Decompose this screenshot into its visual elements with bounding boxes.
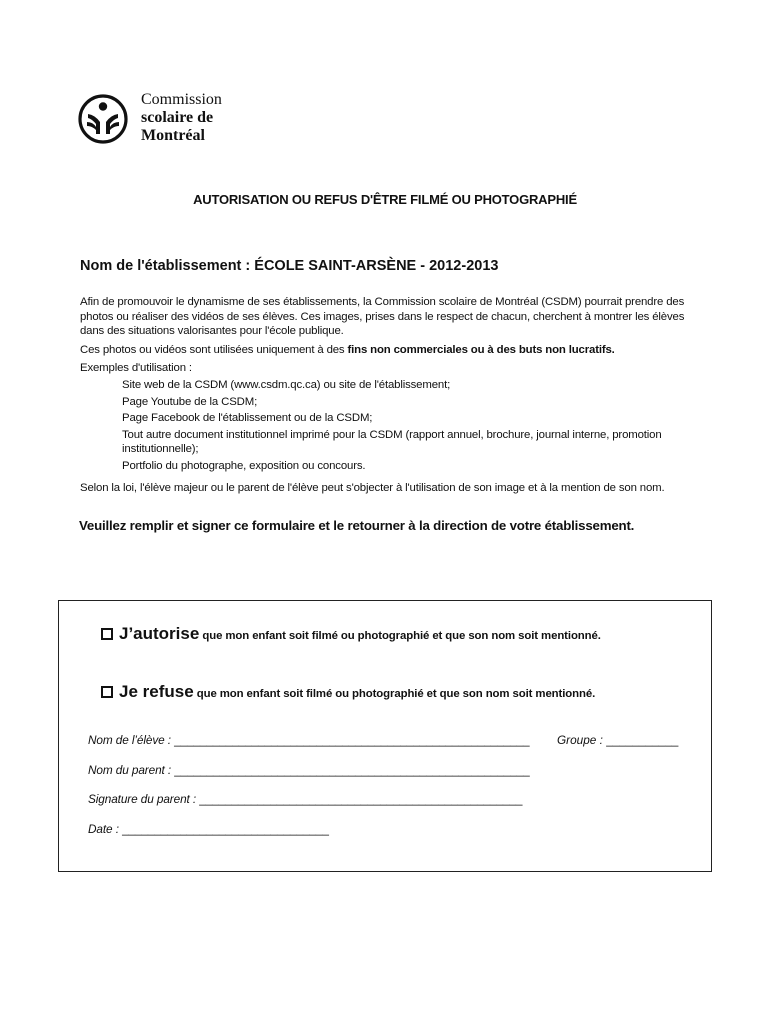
intro-paragraph: Afin de promouvoir le dynamisme de ses établissements, la Commission scolaire de Montréal (CSDM) pourrait prendre des photos ou réaliser des vidéos de ses élèves. Ces images, prises dans le respect de chacun, cherchent à montrer les élèves dans des situations valorisantes pour l'école publique. [80, 296, 685, 338]
logo-line-3: Montréal [141, 127, 205, 144]
student-name-label: Nom de l’élève : [88, 733, 175, 747]
authorize-option[interactable] [101, 624, 601, 644]
parent-name-line[interactable]: _______________________________________________________ [174, 763, 530, 777]
date-line[interactable]: ________________________________ [122, 822, 329, 836]
usage-paragraph [80, 343, 700, 358]
refuse-option[interactable] [101, 682, 595, 702]
school-label: Nom de l'établissement : [80, 258, 251, 274]
group-field[interactable] [557, 733, 678, 747]
examples-list [122, 378, 702, 476]
list-item: Page Facebook de l'établissement ou de la CSDM; [122, 412, 373, 425]
date-field[interactable] [88, 822, 329, 836]
examples-label: Exemples d'utilisation : [80, 362, 192, 374]
signature-label: Signature du parent : [88, 792, 200, 806]
parent-name-field[interactable] [88, 763, 530, 777]
list-item: Page Youtube de la CSDM; [122, 395, 258, 408]
document-title: AUTORISATION OU REFUS D'ÊTRE FILMÉ OU PHOTOGRAPHIÉ [193, 192, 577, 207]
authorize-checkbox[interactable] [101, 628, 113, 640]
logo-line-1: Commission [141, 91, 222, 108]
signature-line[interactable]: __________________________________________________ [199, 792, 523, 806]
student-name-field[interactable] [88, 733, 530, 747]
usage-bold-text: fins non commerciales ou à des buts non lucratifs. [347, 344, 615, 356]
student-name-line[interactable]: _______________________________________________________ [174, 733, 530, 747]
list-item: Tout autre document institutionnel imprimé pour la CSDM (rapport annuel, brochure, journal interne, promotion institutionnelle); [122, 428, 662, 456]
parent-name-label: Nom du parent : [88, 763, 175, 777]
refuse-label: Je refuse [119, 682, 194, 701]
csdm-logo-text [141, 91, 222, 145]
authorize-label: J’autorise [119, 624, 200, 643]
group-label: Groupe : [557, 733, 607, 747]
signature-field[interactable] [88, 792, 522, 806]
date-label: Date : [88, 822, 123, 836]
law-note: Selon la loi, l'élève majeur ou le parent de l'élève peut s'objecter à l'utilisation de son image et à la mention de son nom. [80, 482, 665, 494]
csdm-logo-icon [78, 94, 128, 144]
refuse-checkbox[interactable] [101, 686, 113, 698]
authorize-text: que mon enfant soit filmé ou photographié et que son nom soit mentionné. [199, 630, 601, 642]
instruction-text: Veuillez remplir et signer ce formulaire et le retourner à la direction de votre établissement. [79, 518, 635, 533]
school-name [80, 258, 498, 274]
refuse-text: que mon enfant soit filmé ou photographié et que son nom soit mentionné. [193, 688, 596, 700]
usage-text: Ces photos ou vidéos sont utilisées uniquement à des [80, 344, 348, 356]
group-line[interactable]: ___________ [606, 733, 679, 747]
list-item: Portfolio du photographe, exposition ou concours. [122, 459, 366, 472]
school-value: ÉCOLE SAINT-ARSÈNE - 2012-2013 [254, 258, 499, 274]
list-item: Site web de la CSDM (www.csdm.qc.ca) ou site de l'établissement; [122, 379, 451, 391]
logo-line-2: scolaire de [141, 109, 214, 126]
